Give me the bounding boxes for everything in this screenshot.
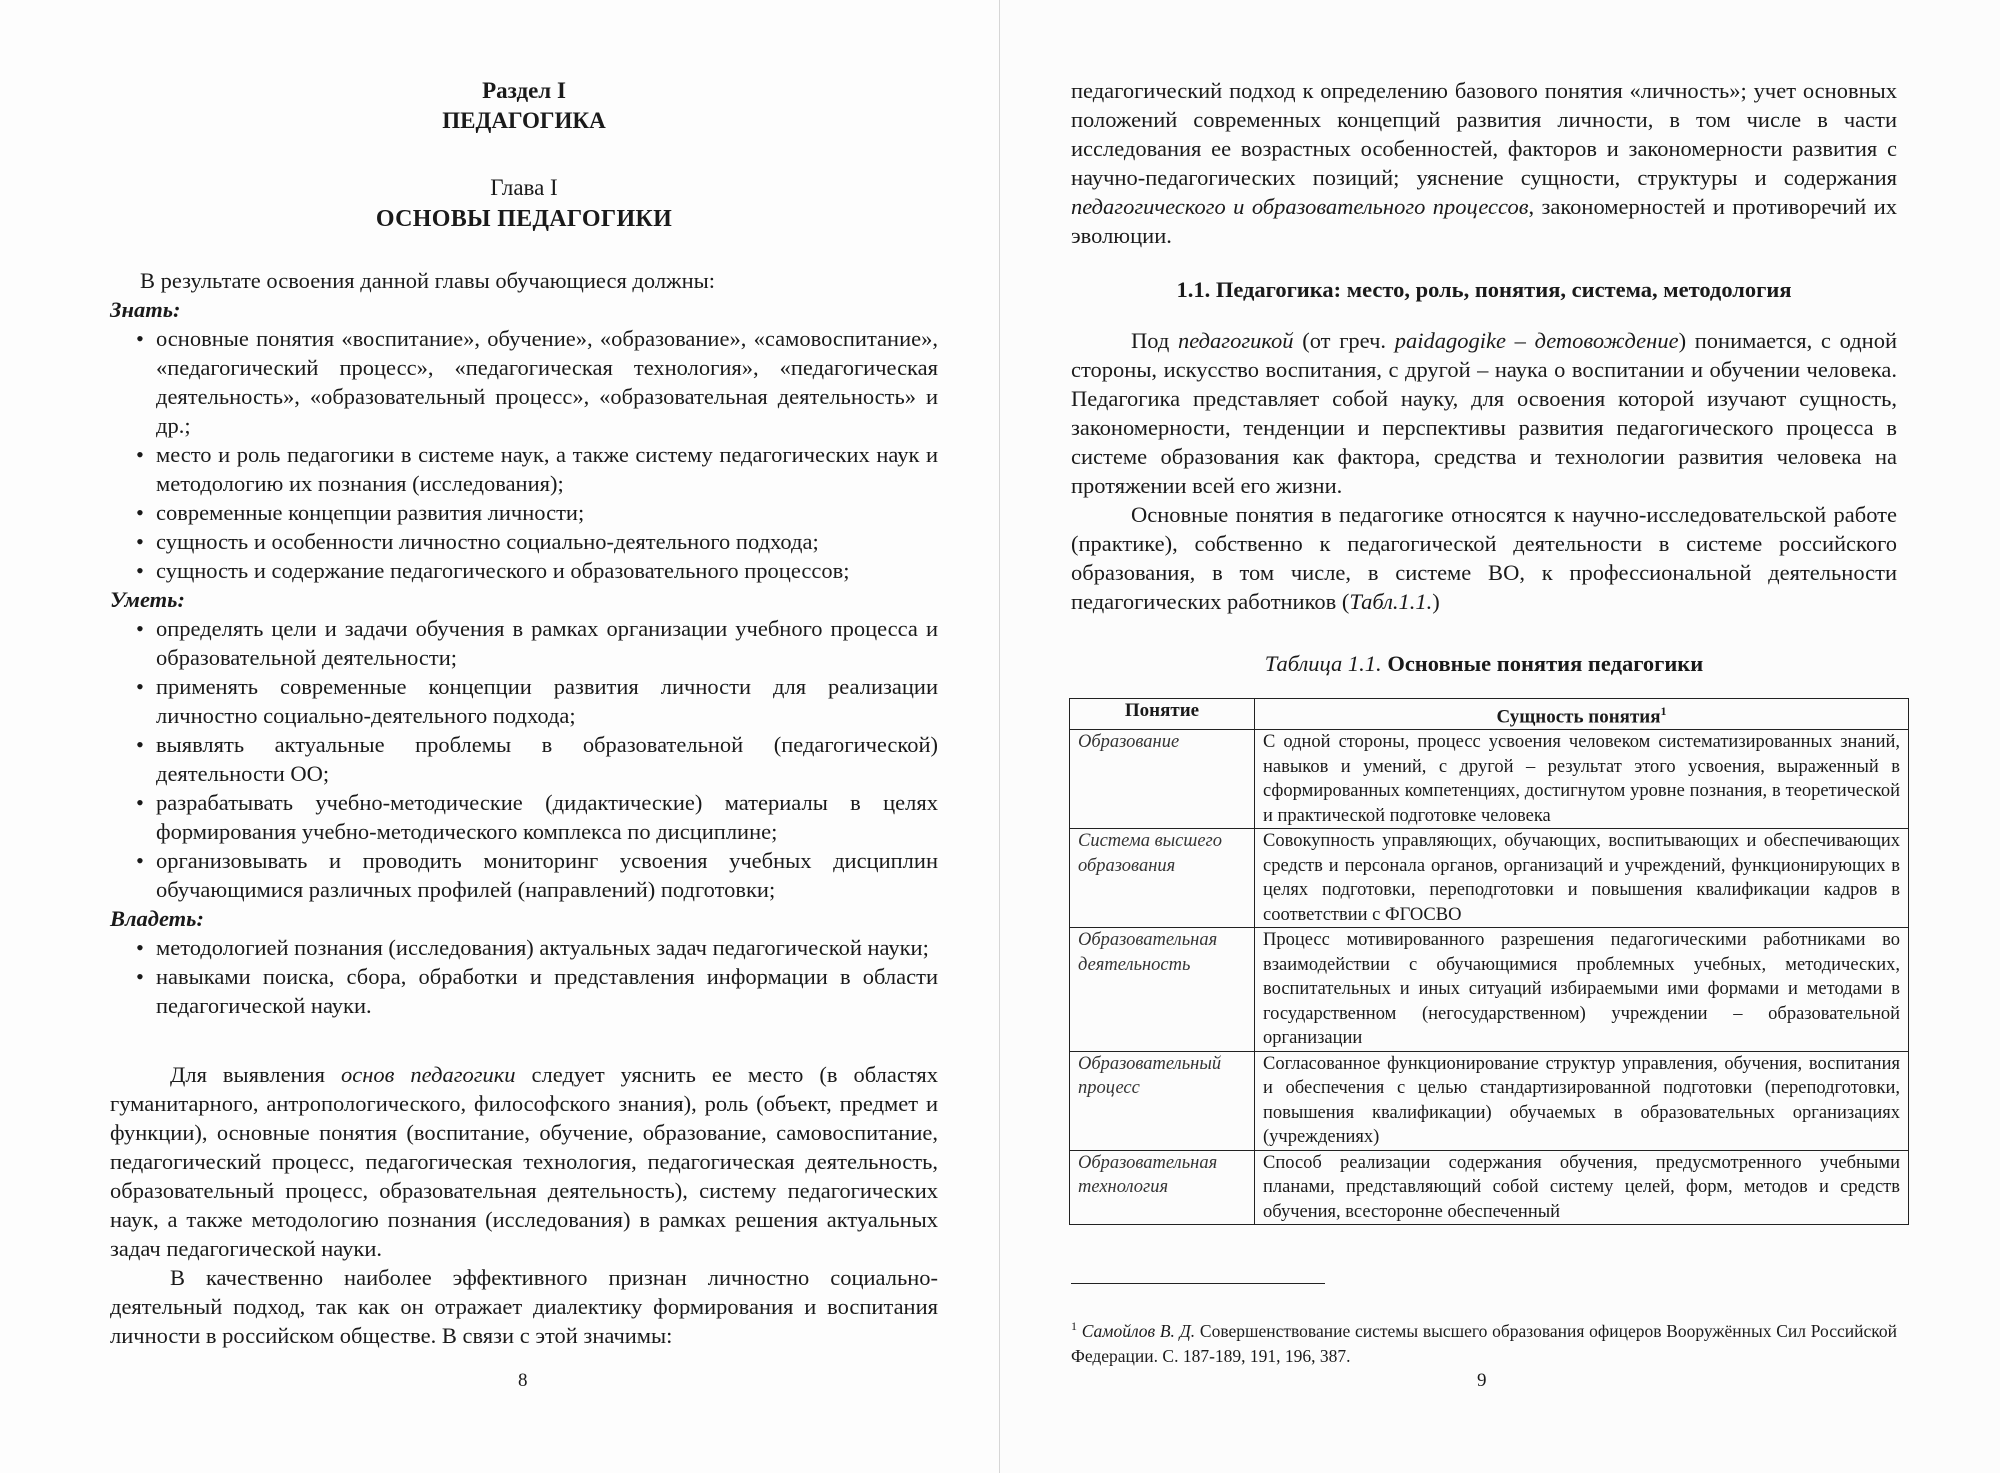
para-text: педагогический подход к определению базового понятия «личность»; учет основных положений современных концепций развития личности, в том числе в части исследования ее возрастных особенностей, факторов и закономерности развития с научно-педагогических позиций; уяснение сущности, структуры и содержания (1071, 78, 1897, 190)
list-item-text: выявлять актуальные проблемы в образовательной (педагогической) деятельности ОО; (156, 732, 938, 786)
concepts-table (1069, 698, 1909, 1225)
bullet-icon: • (136, 848, 144, 873)
para-emphasis: paidagogike – детовождение (1394, 328, 1679, 353)
footnote-mark: 1 (1660, 704, 1667, 718)
table-caption-number: Таблица 1.1. (1264, 651, 1382, 676)
para-text: ) понимается, с одной стороны, искусство воспитания, с другой – наука о воспитании и обучении человека. Педагогика представляет собой науку, для освоения которой изучают сущность, закономерности, тенденции и перспективы развития педагогического процесса в системе образования как фактора, средства и технологии развития человека на протяжении всей его жизни. (1071, 328, 1897, 498)
para-text: Для выявления (170, 1062, 341, 1087)
list-item-text: навыками поиска, сбора, обработки и представления информации в области педагогической науки. (156, 964, 938, 1018)
list-item-text: основные понятия «воспитание», обучение», «образование», «самовоспитание», «педагогический процесс», «педагогическая технология», «педагогическая деятельность», «образовательный процесс», «образовательная деятельность» и др.; (156, 326, 938, 438)
para-text: следует уяснить ее место (в областях гуманитарного, антропологического, философского знания), роль (объект, предмет и функции), основные понятия (воспитание, обучение, образование, самовоспитание, педагогический процесс, педагогическая технология, педагогическая деятельность, образовательный процесс, образовательная деятельность), систему педагогических наук, а также методологию познания (исследования) в рамках решения актуальных задач педагогической науки. (110, 1062, 938, 1261)
continued-paragraph (1071, 76, 1897, 250)
can-list (110, 614, 938, 904)
list-item (138, 933, 938, 962)
table-caption (1071, 650, 1897, 678)
table-row (1070, 1150, 1909, 1225)
right-page-content (1071, 76, 1900, 1387)
bullet-icon: • (136, 500, 144, 525)
bullet-icon: • (136, 790, 144, 815)
can-heading: Уметь: (110, 587, 185, 612)
know-label: Знать (110, 297, 173, 322)
table-cell-desc: Совокупность управляющих, обучающих, воспитывающих и обеспечивающих средств и персонала органов, организаций и учреждений, функционирующих в целях подготовки, переподготовки и повышения квалификации кадров в соответствии с ФГОСВО (1255, 829, 1909, 928)
para-emphasis: педагогикой (1178, 328, 1294, 353)
list-item (138, 846, 938, 904)
para-text: , закономерностей и противоречий их эволюции. (1071, 194, 1897, 248)
column-header-term: Понятие (1070, 699, 1255, 730)
know-heading: Знать: (110, 297, 181, 322)
list-item-text: место и роль педагогики в системе наук, а также систему педагогических наук и методологию их познания (исследования); (156, 442, 938, 496)
table-cell-desc: Процесс мотивированного разрешения педагогическими работниками во взаимодействии с обучающимися проблемных учебных, методических, воспитательных и иных ситуаций избираемыми ими формами и методами в государственном (негосударственном) учреждении – образовательной организации (1255, 928, 1909, 1052)
para-text: Под (1131, 328, 1178, 353)
can-label: Уметь (110, 587, 178, 612)
list-item (138, 672, 938, 730)
bullet-icon: • (136, 442, 144, 467)
own-list (110, 933, 938, 1020)
para-emphasis: основ педагогики (341, 1062, 516, 1087)
para-emphasis: педагогического и образовательного процессов (1071, 194, 1529, 219)
list-item-text: организовывать и проводить мониторинг усвоения учебных дисциплин обучающимися различных профилей (направлений) подготовки; (156, 848, 938, 902)
para-text: ) (1432, 589, 1440, 614)
page-number: 8 (518, 1370, 528, 1391)
bullet-icon: • (136, 558, 144, 583)
list-item-text: применять современные концепции развития личности для реализации личностно социально-деятельного подхода; (156, 674, 938, 728)
list-item (138, 324, 938, 440)
table-cell-term: Образовательный процесс (1070, 1051, 1255, 1150)
table-cell-desc: Способ реализации содержания обучения, предусмотренного учебными планами, представляющий собой систему целей, форм, методов и средств обучения, всесторонне обеспеченный (1255, 1150, 1909, 1225)
bullet-icon: • (136, 616, 144, 641)
right-page (1000, 0, 2000, 1473)
bullet-icon: • (136, 326, 144, 351)
own-heading: Владеть: (110, 906, 204, 931)
chapter-label: Глава I (490, 175, 558, 200)
para-text: (от греч. (1293, 328, 1395, 353)
list-item-text: определять цели и задачи обучения в рамках организации учебного процесса и образовательной деятельности; (156, 616, 938, 670)
table-row (1070, 1051, 1909, 1150)
list-item-text: сущность и особенности личностно социально-деятельного подхода; (156, 529, 819, 554)
footnote-number: 1 (1071, 1319, 1077, 1334)
table-cell-term: Образовательная деятельность (1070, 928, 1255, 1052)
body-paragraph-1 (110, 1060, 938, 1263)
chapter-title: ОСНОВЫ ПЕДАГОГИКИ (375, 206, 673, 232)
list-item-text: разрабатывать учебно-методические (дидактические) материалы в целях формирования учебно-методического комплекса по дисциплине; (156, 790, 938, 844)
table-header-row (1070, 699, 1909, 730)
footnote-author: Самойлов В. Д. (1081, 1321, 1196, 1342)
table-reference: Табл.1.1. (1349, 589, 1433, 614)
footnote-text: Совершенствование системы высшего образования офицеров Вооружённых Сил Российской Федерации. С. 187-189, 191, 196, 387. (1071, 1321, 1898, 1367)
intro-text: В результате освоения данной главы обучающиеся должны: (140, 268, 716, 293)
section-label: Раздел I (482, 78, 566, 103)
concepts-paragraph (1071, 500, 1897, 616)
table-cell-term: Образование (1070, 730, 1255, 829)
page-number: 9 (1477, 1370, 1487, 1391)
list-item (138, 498, 938, 527)
list-item (138, 527, 938, 556)
list-item (138, 730, 938, 788)
table-caption-title: Основные понятия педагогики (1387, 651, 1704, 676)
bullet-icon: • (136, 964, 144, 989)
bullet-icon: • (136, 935, 144, 960)
column-header-label: Сущность понятия (1496, 706, 1661, 728)
definition-paragraph (1071, 326, 1897, 500)
bullet-icon: • (136, 732, 144, 757)
body-paragraph-2: В качественно наиболее эффективного признан личностно социально-деятельный подход, так как он отражает диалектику формирования и воспитания личности в российском обществе. В связи с этой значимы: (110, 1265, 938, 1348)
table-row (1070, 928, 1909, 1052)
own-label: Владеть (110, 906, 197, 931)
bullet-icon: • (136, 529, 144, 554)
table-cell-desc: Согласованное функционирование структур управления, обучения, воспитания и обеспечения с целью стандартизированной подготовки (переподготовки, повышения квалификации) обучаемых в образовательных организациях (учреждениях) (1255, 1051, 1909, 1150)
know-list (110, 324, 938, 585)
list-item (138, 614, 938, 672)
list-item-text: методологией познания (исследования) актуальных задач педагогической науки; (156, 935, 929, 960)
list-item-text: сущность и содержание педагогического и образовательного процессов; (156, 558, 850, 583)
list-item (138, 556, 938, 585)
para-text: Основные понятия в педагогике относятся к научно-исследовательской работе (практике), собственно к педагогической деятельности в системе российского образования, в том числе, в системе ВО, к профессиональной деятельности педагогических работников ( (1071, 502, 1897, 614)
list-item-text: современные концепции развития личности; (156, 500, 585, 525)
list-item (138, 962, 938, 1020)
table-cell-term: Система высшего образования (1070, 829, 1255, 928)
list-item (138, 788, 938, 846)
bullet-icon: • (136, 674, 144, 699)
subsection-heading: 1.1. Педагогика: место, роль, понятия, система, методология (1176, 277, 1792, 302)
list-item (138, 440, 938, 498)
table-cell-desc: С одной стороны, процесс усвоения человеком систематизированных знаний, навыков и умений, с другой – результат этого усвоения, выраженный в сформированных компетенциях, достигнутом уровне познания, в теоретической и практической подготовке человека (1255, 730, 1909, 829)
column-header-essence (1255, 699, 1909, 730)
table-row (1070, 730, 1909, 829)
left-page-content (110, 76, 938, 1350)
footnote (1071, 1314, 1897, 1369)
section-title: ПЕДАГОГИКА (442, 108, 606, 133)
table-row (1070, 829, 1909, 928)
footnote-divider (1071, 1283, 1325, 1284)
table-cell-term: Образовательная технология (1070, 1150, 1255, 1225)
